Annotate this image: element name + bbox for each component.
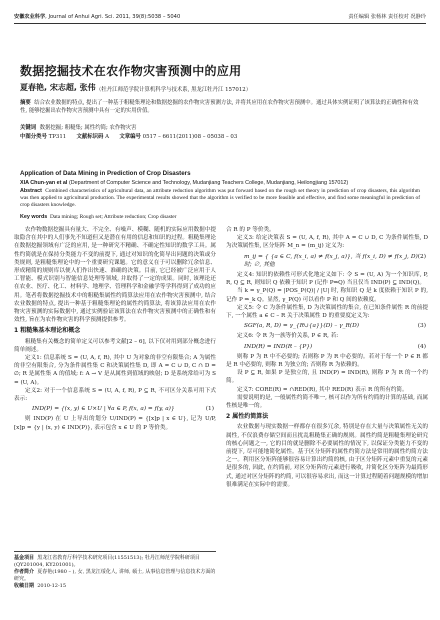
english-abstract [20, 188, 420, 209]
section-heading-1: 1 粗糙集基本理论和概念 [14, 327, 81, 335]
footnote [14, 551, 216, 590]
english-keywords-label: Key words [20, 214, 48, 220]
fund-label: 基金项目 [14, 555, 35, 561]
fund-note [14, 555, 216, 569]
english-abstract-text: Combined characteristics of agricultural data, an attribute reduction algorithm was put forward based on the rough set theory in prediction of crop disasters, this algorithm was then applied to agricultural production. The experimental results showed that the algorithm is verified to be more feasible and effective, and find some meaningful in prediction of crop disasters knowledge. [20, 188, 421, 208]
cn-keywords [20, 125, 420, 133]
doc-code-value: A [105, 134, 110, 140]
formula-4-body: IND(R) = IND(R – {P}) [244, 343, 313, 350]
english-authors [20, 180, 420, 186]
english-title: Application of Data Mining in Prediction of Crop Disasters [20, 170, 191, 177]
definition-1: 定义1: 信息系统 S = (U, A, f, R), 其中 U 为对象的非空有限集合; A 为属性的非空有限集合, 分为条件属性集 C 和决策属性集 D, 即 A = C ∪ D, C ∩ D = ∅; R 是属性集 A 的值域; f: A → V 是从属性到值域的映射; D 是系统常给可为 S = (U, A)。 [14, 355, 216, 386]
definition-6: 定义6: 令 R 为一族等价关系, P ∈ R, 若: [237, 333, 339, 340]
journal-citation-text: , Journal of Anhui Agri. Sci. 2011, 39(8):5038 – 5040 [45, 14, 181, 20]
fund-text: 黑龙江省教育厅科学技术研究项目(11551513); 牡丹江师范学院科研项目(QY201004, KY201001)。 [14, 555, 200, 568]
abstract-label: 摘要 [20, 100, 31, 106]
formula-4 [244, 343, 428, 351]
author-bio-text: 夏春艳(1980 – ), 女, 黑龙江绥化人, 讲师, 硕士, 从事信息管理与信息技术方面的研究。 [14, 569, 216, 582]
paper-authors: 夏春艳, 宋志超, 张伟 [20, 83, 96, 92]
formula-1 [32, 405, 216, 413]
running-header [14, 10, 426, 24]
header-editors: 责任编辑 张杨林 责任校对 况静玲 [348, 14, 426, 20]
article-no-label: 文章编号 [119, 134, 141, 140]
author-note [14, 569, 216, 583]
paragraph: 设 P ⊆ R, 如果 P 是独立的, 且 IND(P) = IND(R), 则称 P 为 R 的一个约简。 [226, 370, 428, 385]
journal-citation [14, 13, 180, 20]
classification-line [20, 134, 420, 142]
doc-code-label: 文献标识码 [76, 134, 104, 140]
received-label: 收稿日期 [14, 583, 35, 589]
formula-1-number: (1) [205, 406, 214, 413]
intro-paragraph: 农作物数据挖掘具有量大、不完全、有噪声、模糊、随机的实际应用数据中提取隐含在其中的人们事先不知道但又是潜在有用的信息和知识的过程。粗糙集理论在数据挖掘领域有广泛的应用, 是一种研究不精确、不确定性知识的数学工具。属性约简就是在保持分类能力不变的前提下, 通过对知识的化简导出问题的决策或分类规则, 是粗糙集理论中的一个重要研究课题。它的意义在于可以删除冗余信息、形成精简的规则库以便人们作出快速、准确的决策。目前, 它已经被广泛应用于人工智能、模式识别与智能信息处理等领域, 并取得了一定的成果。同时, 该理论还在农业、医疗、化工、材料学、地理学、管理科学和金融学等学科得到了成功的应用。笔者将数据挖掘技术中的粗糙集属性约简算法应用在农作物灾害预测中, 结合农业数据的特点, 提出一种基于粗糙集理论的属性约简算法, 将该算法应用在农作物灾害预测的实际数据中, 通过实例验证该算法在农作物灾害预测中的正确性和有效性, 旨在为农作物灾害的科学预测提供参考。 [14, 227, 216, 324]
formula-3 [244, 322, 428, 330]
paragraph: 粗糙集有关概念的简单定义可以参考文献[2 – 6], 以下仅对用到部分概念进行简单阐述。 [14, 338, 216, 353]
paragraph: 需要说明的是, 一般属性约简不唯一, 核可以作为所有约简的计算的基础, 而属性核是唯一的。 [226, 394, 428, 410]
author-bio-label: 作者简介 [14, 569, 35, 575]
clc-value: TP311 [48, 134, 67, 140]
paragraph: 合 R 的 P 等价类。 [226, 227, 275, 233]
paragraph: 农业数据与现实数据一样都存在很多冗余, 特别是存在大量与决策属性无关的属性, 不仅浪费存储空间而且扰乱粗糙集正确的规则。属性约简是粗糙集理论研究的核心问题之一, 它的目的就是删除不必要属性的情况下, 以保证分类能力不变的前提下, 尽可能地简化属性。基于区分矩阵的属性约简方法是常用的属性约简方法之一。利用区分矩阵能够很容易计算出约简的核, 由于区分矩阵元素中重复的元素是很多的, 因此, 在约简前, 对区分矩阵的元素进行吸收, 并简化区分矩阵为最简形式, 通过对区分矩阵的约简, 可以很容易求出, 而这一计算过程随着问题规模的增加很难满足在实际中的需要。 [226, 424, 428, 488]
received-note [14, 583, 216, 590]
formula-2 [244, 253, 428, 269]
paragraph: 则称 P 为 R 中不必要的; 否则称 P 为 R 中必要的。若对于每一个 P ∈ R 都是 R 中必要的, 则称 R 为独立的; 否则称 R 为依赖的。 [226, 353, 428, 369]
english-abstract-label: Abstract [20, 188, 42, 194]
definition-2: 定义2: 对于一个信息系统 S = (U, A, f, R), P ⊆ R, 不可区分关系可用下式表示: [14, 387, 216, 403]
formula-2-number: (2) [417, 253, 426, 260]
right-column [226, 226, 428, 489]
cn-abstract [20, 100, 420, 115]
paper-title: 数据挖掘技术在农作物灾害预测中的应用 [20, 64, 242, 78]
keywords-label: 关键词 [20, 125, 37, 131]
formula-3-body: SGF(a, R, D) = γ_{R∪{a}}(D) – γ_R(D) [244, 323, 359, 330]
definition-5: 定义5: 令 C 为条件属性集, D 为决策属性的集合, 在已知条件属性 R 的前提下, 一个属性 a ∈ C – R 关于决策属性 D 的重要度定义为: [226, 304, 428, 320]
keywords-text: 数据挖掘; 粗糙集; 属性约简; 农作物灾害 [39, 125, 137, 131]
received-date: 2010-12-15 [37, 583, 67, 589]
clc-label: 中图分类号 [20, 134, 47, 140]
abstract-text: 结合农业数据的特点, 提出了一种基于粗糙集理论和数据挖掘的农作物灾害预测方法, 并将其应用在农作物灾害预测中。通过具体实例证明了该算法的正确性和有效性, 能够挖掘出农作物灾害预测中具有一定的实用价值。 [20, 100, 419, 114]
section-heading-2: 2 属性约简算法 [226, 413, 269, 421]
formula-2-body: m_ij = { {a ∈ C, f(x_i, a) ≠ f(x_j, a)}, 当 f(x_i, D) ≠ f(x_j, D) 时; ∅, 其他 [244, 253, 418, 268]
paper-affiliation: （牡丹江师范学院计算机科学与技术系, 黑龙江牡丹江 157012） [96, 87, 252, 93]
english-author-names: XIA Chun-yan et al [20, 180, 68, 186]
formula-3-number: (3) [417, 323, 426, 330]
definition-4: 定义4: 知识的依赖性可形式化地定义如下: 令 S = (U, A) 为一个知识库, P, R, Q ⊆ R, 则知识 Q 依赖于知识 P (记作 P⇒Q) 当且仅当 IND(P) ⊆ IND(Q)。 [226, 272, 428, 287]
definition-7: 定义7: CORE(R) = ∩RED(R), 其中 RED(R) 表示 R 的所有约简。 [237, 386, 408, 393]
paragraph: 当 k = γ_P(Q) = |POS_P(Q)| / |U| 时, 称知识 Q 是 k 度依赖于知识 P 的, 记作 P ⇒_k Q。显然, γ_P(Q) 可以看作 P 和 Q 间的依赖度。 [226, 288, 428, 303]
english-keywords [20, 214, 176, 220]
article-no-value: 0517 – 6611(2011)08 – 05038 – 03 [142, 134, 238, 140]
left-column [14, 226, 216, 432]
journal-name: 安徽农业科学 [14, 14, 46, 20]
paragraph: 则 IND(P) 在 U 上导出的划分 U/IND(P) = {[x]p | x ∈ U}, 记为 U/P, [x]p = {y | (x, y) ∈ IND(P)}, 表示包含 x ∈ U 的 P 等价类。 [14, 416, 216, 431]
english-keywords-text: Data mining; Rough set; Attribute reduction; Crop disaster [49, 214, 177, 220]
english-affiliation: (Department of Computer Science and Technology, Mudanjiang Teachers College, Mudanjiang, Heilongjiang 157012) [68, 180, 349, 186]
formula-4-number: (4) [417, 343, 426, 350]
definition-3: 定义3: 给定决策表 S = (U, A, f, R), 其中 A = C ∪ D, C 为条件属性集, D 为决策属性集, 区分矩阵 M_n = (m_ij) 定义为: [226, 235, 428, 250]
formula-1-body: IND(P) = {(x, y) ∈ U×U | ∀a ∈ P, f(x, a) = f(y, a)} [32, 406, 175, 413]
